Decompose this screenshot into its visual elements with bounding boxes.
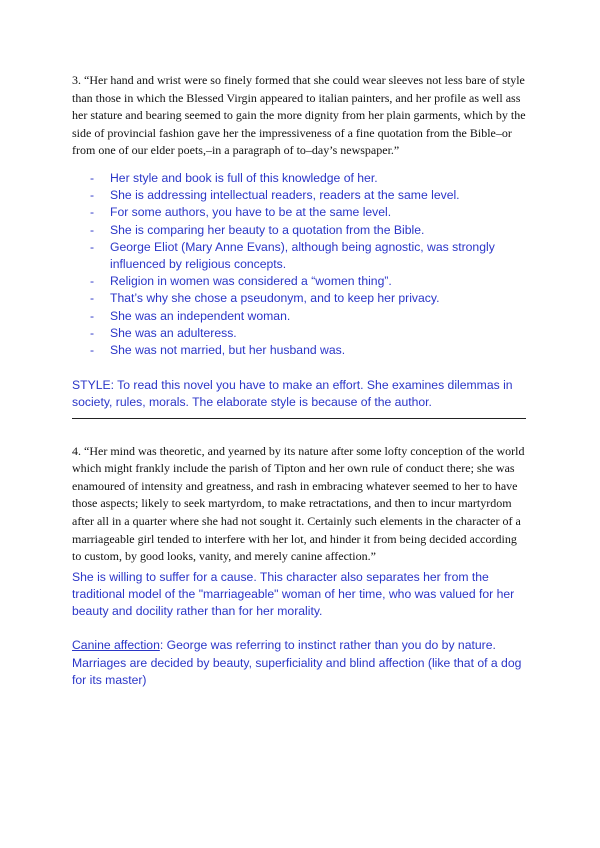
list-item: - Religion in women was considered a “women thing”. (72, 273, 528, 290)
list-item: - She is addressing intellectual readers, readers at the same level. (72, 187, 528, 204)
bullet-dash: - (90, 343, 95, 357)
bullet-dash: - (90, 188, 95, 203)
quote-4-comment: She is willing to suffer for a cause. This character also separates her from the traditional model of the "marriageable" woman of her time, who was valued for her beauty and docility rather than for her morality. (72, 569, 515, 619)
bullet-dash: - (90, 222, 95, 237)
bullet-dash: - (90, 308, 95, 323)
list-item: - That’s why she chose a pseudonym, and to keep her privacy. (72, 290, 528, 307)
bullet-dash: - (90, 325, 95, 340)
canine-affection-definition: : George was referring to instinct rather than you do by nature. (159, 638, 496, 653)
horizontal-divider (72, 418, 526, 419)
marriages-note: Marriages are decided by beauty, superficiality and blind affection (like that of a dog for its master) (72, 655, 522, 687)
quote-4: 4. “Her mind was theoretic, and yearned by its nature after some lofty conception of the world which might frankly include the parish of Tipton and her own rule of conduct there; she was enamoured of intensity and greatness, and rash in embracing whatever seemed to her to have those aspects; likely to seek martyrdom, to make retractations, and then to incur martyrdom after all in a quarter where she had not sought it. Certainly such elements in the character of a marriageable girl tended to interfere with her lot, and hinder it from being decided according to custom, by good looks, vanity, and merely canine affection.” (72, 443, 525, 564)
bullet-dash: - (90, 274, 95, 289)
list-item: - She was an adulteress. (72, 325, 528, 342)
document-page (72, 72, 528, 689)
list-item: - George Eliot (Mary Anne Evans), although being agnostic, was strongly influenced by religious concepts. (90, 239, 495, 271)
canine-affection-note (72, 637, 528, 654)
notes-list (72, 170, 528, 359)
quote-3: 3. “Her hand and wrist were so finely formed that she could wear sleeves not less bare of style than those in which the Blessed Virgin appeared to italian painters, and her profile as well ass her stature and bearing seemed to gain the more dignity from her plain garments, which by the side of provincial fashion gave her the impressiveness of a fine quotation from the Bible–or from one of our elder poets,–in a paragraph of to–day’s newspaper.” (72, 73, 526, 158)
canine-affection-term: Canine affection (72, 638, 160, 653)
bullet-dash: - (90, 291, 95, 306)
list-item: - She was not married, but her husband was. (72, 342, 528, 359)
list-item: - For some authors, you have to be at the same level. (72, 204, 528, 221)
bullet-dash: - (90, 239, 95, 254)
bullet-dash: - (90, 205, 95, 220)
list-item: - Her style and book is full of this knowledge of her. (72, 170, 528, 187)
list-item: - She was an independent woman. (72, 308, 528, 325)
list-item: - She is comparing her beauty to a quotation from the Bible. (72, 222, 528, 239)
style-note: STYLE: To read this novel you have to make an effort. She examines dilemmas in society, rules, morals. The elaborate style is because of the author. (72, 378, 513, 410)
bullet-dash: - (90, 170, 95, 185)
